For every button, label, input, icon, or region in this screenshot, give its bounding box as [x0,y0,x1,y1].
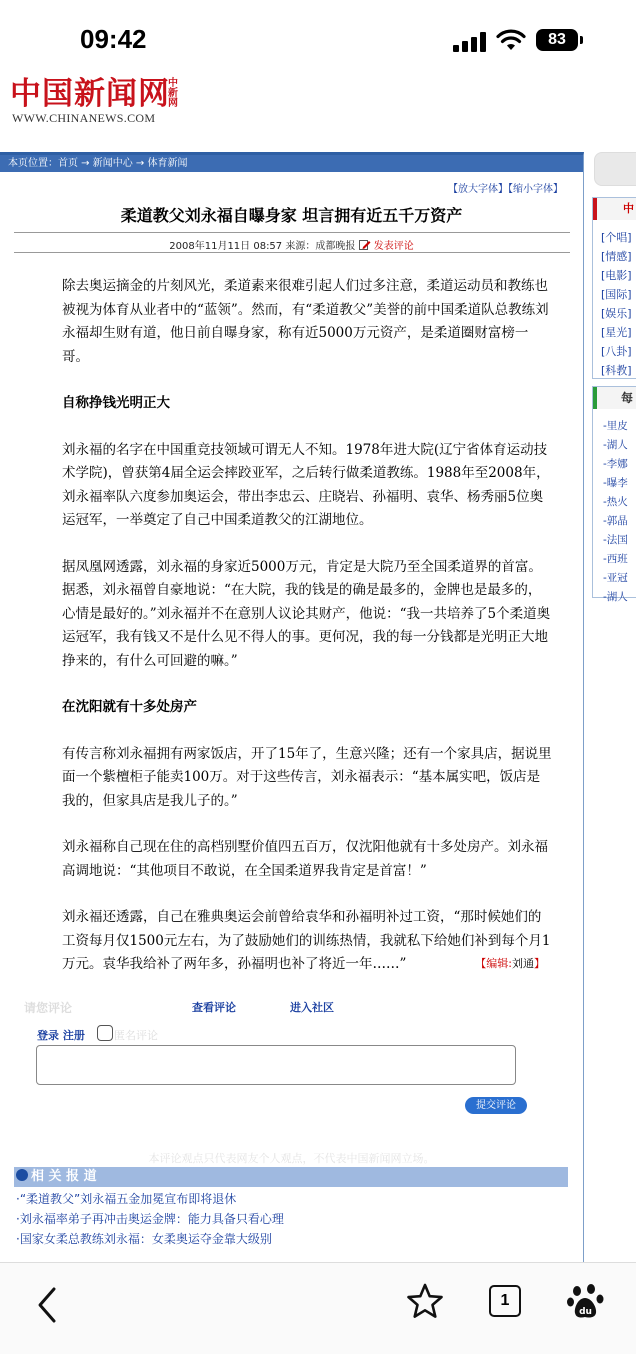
related-item[interactable]: ·刘永福率弟子再冲击奥运金牌：能力具备只看心理 [16,1212,284,1226]
editor-name: 刘通 [512,957,534,970]
breadcrumb[interactable]: 本页位置：首页 → 新闻中心 → 体育新闻 [0,155,583,172]
browser-toolbar [0,1262,636,1354]
article-paragraph: 有传言称刘永福拥有两家饭店，开了15年了，生意兴隆；还有一个家具店，据说里面一个紫檀柜子能卖100万。对于这些传言，刘永福表示：“基本属实吧，饭店是我的，但家具店是我儿子的。” [62,745,552,809]
editor-close: 】 [534,957,545,970]
font-size-controls[interactable]: 【放大字体】【缩小字体】 [448,184,563,195]
sidebar-link[interactable]: -湖人 [603,439,628,451]
comment-textarea[interactable] [36,1045,516,1085]
comment-heading: 请您评论 [24,1001,73,1015]
related-item[interactable]: ·“柔道教父”刘永福五金加冕宣布即将退休 [16,1192,237,1206]
sidebar-link[interactable]: [科教] [601,364,632,377]
related-title: 相 关 报 道 [31,1169,97,1184]
sidebar-search-box[interactable] [594,152,636,186]
related-bullet-icon [16,1169,28,1181]
article-paragraph: 据凤凰网透露，刘永福的身家近5000万元，肯定是大院乃至全国柔道界的首富。据悉，刘永福曾自豪地说：“在大院，我的钱是的确是最多的，金牌也是最多的，心情是最好的。”刘永福并不在意别人议论其财产，他说：“我一共培养了5个柔道奥运冠军，我有钱又不是什么见不得人的事。更何况，我的每一分钱都是光明正大地挣来的，有什么可回避的嘛。” [62,558,551,669]
sidebar-link[interactable]: [国际] [601,288,632,301]
logo-english: WWW.CHINANEWS.COM [12,111,156,125]
comment-disclaimer: 本评论观点只代表网友个人观点，不代表中国新闻网立场。 [148,1152,435,1165]
article-panel [0,152,584,1263]
status-time: 09:42 [80,24,147,54]
sidebar-link[interactable]: -曝李 [603,477,628,489]
section-heading: 自称挣钱光明正大 [62,395,170,411]
sidebar-link[interactable]: -热火 [603,496,628,508]
login-register-link[interactable]: 登录 注册 [37,1029,85,1042]
battery-tip [580,36,583,44]
comment-section [18,993,570,1153]
related-item[interactable]: ·国家女柔总教练刘永福：女柔奥运夺金靠大级别 [16,1232,272,1246]
submit-comment-button[interactable]: 提交评论 [465,1097,527,1114]
site-logo[interactable] [10,76,190,128]
article-paragraph: 刘永福的名字在中国重竞技领域可谓无人不知。1978年进大院(辽宁省体育运动技术学院)，曾获第4届全运会摔跤亚军，之后转行做柔道教练。1988年至2008年，刘永福率队六度参加奥运会，带出李忠云、庄晓岩、孙福明、袁华、杨秀丽5位奥运冠军，一举奠定了自己中国柔道教父的江湖地位。 [62,441,550,528]
article-paragraph: 刘永福称自己现在住的高档别墅价值四五百万，仅沈阳他就有十多处房产。刘永福高调地说：“其他项目不敢说，在全国柔道界我肯定是首富！” [62,839,548,879]
date-source: 2008年11月11日 08:57 来源：成都晚报 [169,241,356,252]
article-body [62,275,552,1000]
sidebar-link[interactable]: [星光] [601,326,632,339]
logo-side-text: 中新网 [168,78,178,109]
view-comments-link[interactable]: 查看评论 [192,1001,236,1014]
enter-community-link[interactable]: 进入社区 [290,1001,334,1014]
sidebar-box-title: 中 [593,198,636,220]
sidebar-daily-list [603,417,628,607]
sidebar-link[interactable]: -西班 [603,553,628,565]
sidebar-channel-box [592,197,636,379]
sidebar-link[interactable]: -湖人 [603,591,628,603]
editor-credit [475,955,545,971]
svg-text:du: du [579,1307,592,1317]
sidebar-channel-list [601,228,632,380]
article-paragraph: 刘永福还透露，自己在雅典奥运会前曾给袁华和孙福明补过工资，“那时候她们的工资每月仅1500元左右，为了鼓励她们的训练热情，我就私下给她们补到每个月1万元。袁华我给补了两年多，孙福明也补了将近一年……” [62,909,551,972]
sidebar-link[interactable]: [情感] [601,250,632,263]
sidebar-link[interactable]: -法国 [603,534,628,546]
sidebar-daily-box [592,386,636,603]
pencil-icon [359,239,371,250]
anonymous-label: 匿名评论 [114,1029,158,1042]
logo-chinese: 中国新闻网 [10,76,170,112]
sidebar-link[interactable]: [电影] [601,269,632,282]
sidebar-link[interactable]: -亚冠 [603,572,628,584]
editor-label: 【编辑: [475,957,512,970]
section-heading: 在沈阳就有十多处房产 [62,699,197,715]
sidebar-link[interactable]: [个唱] [601,231,632,244]
post-comment-link[interactable]: 发表评论 [373,241,414,252]
sidebar-link[interactable]: -里皮 [603,420,628,432]
related-list [16,1189,284,1249]
baidu-paw-icon[interactable] [566,1281,606,1323]
sidebar-link[interactable]: [八卦] [601,345,632,358]
article-title: 柔道教父刘永福自曝身家 坦言拥有近五千万资产 [120,206,463,225]
anonymous-checkbox[interactable] [97,1025,113,1041]
sidebar-link[interactable]: [娱乐] [601,307,632,320]
status-bar [0,0,636,80]
battery-indicator: 83 [536,29,578,51]
bookmark-star-icon[interactable] [404,1281,446,1323]
sidebar-link[interactable]: -李娜 [603,458,628,470]
divider [14,232,570,233]
right-sidebar [592,152,636,1252]
sidebar-link[interactable]: -郭晶 [603,515,628,527]
divider [14,252,570,253]
cellular-signal-icon [453,32,487,52]
wifi-icon [496,28,526,52]
article-paragraph: 除去奥运摘金的片刻风光，柔道素来很难引起人们过多注意，柔道运动员和教练也被视为体育从业者中的“蓝领”。然而，有“柔道教父”美誉的前中国柔道队总教练刘永福却生财有道，他日前自曝身家，称有近5000万元资产，是柔道圈财富榜一哥。 [62,278,549,365]
back-arrow-icon[interactable] [28,1285,68,1325]
tab-count-button[interactable]: 1 [489,1285,521,1317]
related-reports-header [14,1167,568,1187]
sidebar-box-title: 每 [593,387,636,409]
article-meta [0,237,583,252]
